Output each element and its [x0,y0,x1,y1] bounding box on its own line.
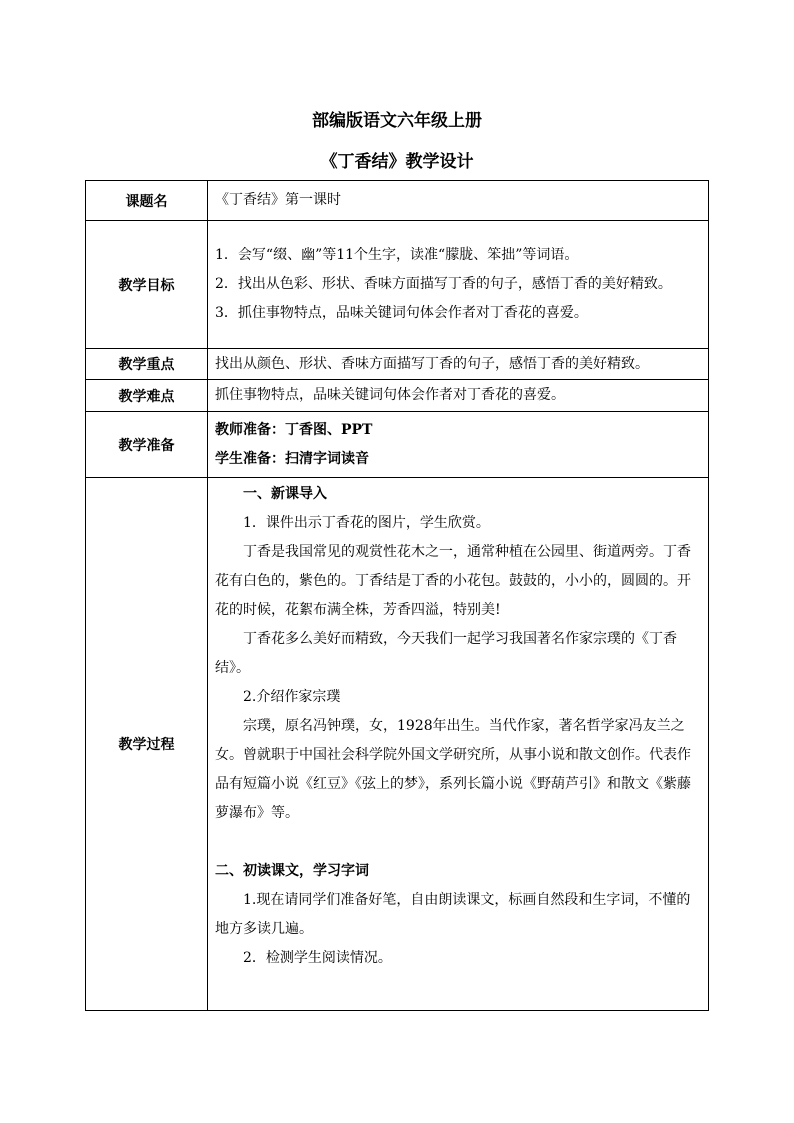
row-key [86,349,709,380]
value-topic: 《丁香结》第一课时 [208,181,709,221]
row-goals [86,221,709,349]
label-goals: 教学目标 [86,221,208,349]
label-process: 教学过程 [86,478,208,1011]
lesson-plan-table [85,180,709,1011]
label-prep: 教学准备 [86,412,208,478]
prep-teacher: 教师准备：丁香图、PPT [215,421,373,438]
paragraph: 丁香是我国常见的观赏性花木之一，通常种植在公园里、街道两旁。丁香花有白色的，紫色的。丁香结是丁香的小花包。鼓鼓的，小小的，圆圆的。开花的时候，花絮布满全株，芳香四溢，特别美! [215,544,691,618]
row-difficult [86,380,709,412]
paragraph: 2．检测学生阅读情况。 [243,950,392,966]
document-title: 部编版语文六年级上册 [312,111,482,131]
value-goals [208,221,709,349]
value-prep [208,412,709,478]
goal-item: 1．会写“缀、幽”等11个生字，读准“朦胧、笨拙”等词语。 [215,247,579,263]
row-process [86,478,709,1011]
label-key: 教学重点 [86,349,208,380]
label-topic: 课题名 [86,181,208,221]
value-key: 找出从颜色、形状、香味方面描写丁香的句子，感悟丁香的美好精致。 [208,349,709,380]
goal-item: 3．抓住事物特点，品味关键词句体会作者对丁香花的喜爱。 [215,305,588,321]
row-topic [86,181,709,221]
paragraph: 丁香花多么美好而精致，今天我们一起学习我国著名作家宗璞的《丁香结》。 [215,631,677,676]
spacer [215,828,701,857]
row-prep [86,412,709,478]
value-difficult: 抓住事物特点，品味关键词句体会作者对丁香花的喜爱。 [208,380,709,412]
section-heading: 一、新课导入 [243,486,327,502]
paragraph: 宗璞，原名冯钟璞，女，1928年出生。当代作家，著名哲学家冯友兰之女。曾就职于中国社会科学院外国文学研究所，从事小说和散文创作。代表作品有短篇小说《红豆》《弦上的梦》，系列长篇小说《野葫芦引》和散文《紫藤萝瀑布》等。 [215,718,691,821]
paragraph: 1.现在请同学们准备好笔，自由朗读课文，标画自然段和生字词，不懂的地方多读几遍。 [215,892,691,937]
label-difficult: 教学难点 [86,380,208,412]
goal-item: 2．找出从色彩、形状、香味方面描写丁香的句子，感悟丁香的美好精致。 [215,276,672,292]
paragraph: 2.介绍作家宗璞 [243,689,341,705]
document-subtitle: 《丁香结》教学设计 [320,152,474,172]
section-heading: 二、初读课文，学习字词 [215,863,369,879]
prep-student: 学生准备：扫清字词读音 [215,450,369,467]
paragraph: 1．课件出示丁香花的图片，学生欣赏。 [243,515,490,531]
value-process [208,478,709,1011]
